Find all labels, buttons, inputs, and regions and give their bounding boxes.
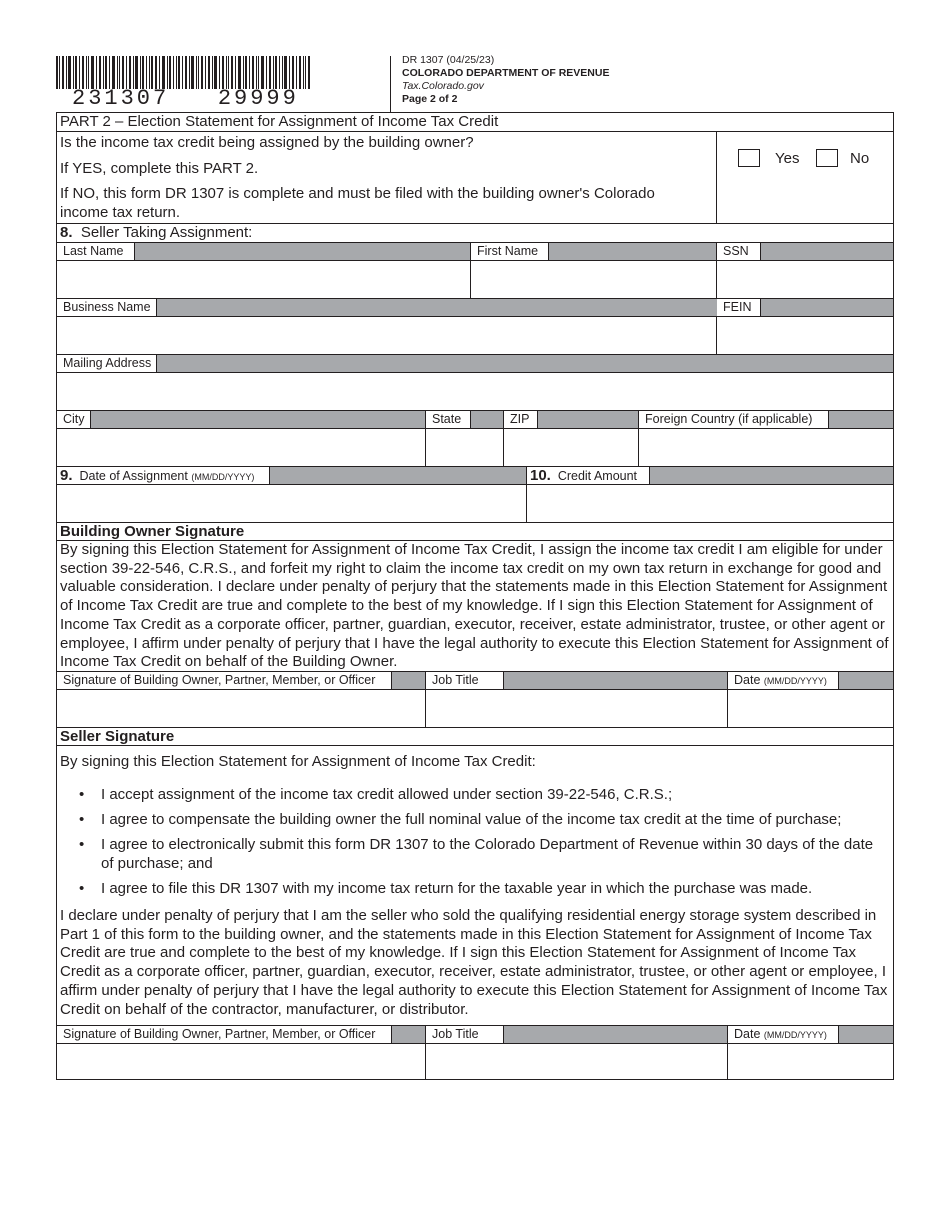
yes-label: Yes: [775, 150, 800, 167]
label-bar: [57, 355, 893, 372]
first-name-input[interactable]: [471, 261, 716, 298]
label-bar: [57, 299, 893, 316]
no-label: No: [850, 150, 870, 167]
fein-input[interactable]: [717, 317, 893, 354]
page-number: Page 2 of 2: [402, 93, 458, 105]
part2-question: Is the income tax credit being assigned by the building owner?: [60, 134, 474, 151]
owner-job-title-input[interactable]: [426, 690, 727, 727]
owner-date-label: Date (MM/DD/YYYY): [728, 672, 839, 689]
first-name-label: First Name: [471, 243, 549, 260]
ssn-label: SSN: [717, 243, 761, 260]
city-label: City: [57, 411, 91, 428]
foreign-country-label: Foreign Country (if applicable): [639, 411, 829, 428]
part2-if-yes: If YES, complete this PART 2.: [60, 160, 259, 177]
owner-signature-text: By signing this Election Statement for Assignment of Income Tax Credit, I assign the income tax credit I am eligible for under section 39-22-546, C.R.S., and forfeit my right to claim the income tax credit on my own tax return in exchange for good and valuable consideration. I declare under penalty of perjury that the statements made in this Election Statement for Assignment of Income Tax Credit are true and complete to the best of my knowledge. If I sign this Election Statement for Assignment of Income Tax Credit as a corporate officer, partner, guardian, executor, receiver, estate administrator, trustee, or other agent or employee, I affirm under penalty of perjury that I have the legal authority to execute this Election Statement for Assignment of Income Tax Credit on behalf of the Building Owner.: [60, 541, 889, 671]
website: Tax.Colorado.gov: [402, 80, 484, 92]
divider: [57, 131, 893, 132]
date-of-assignment-input[interactable]: [57, 485, 526, 522]
department-name: COLORADO DEPARTMENT OF REVENUE: [402, 67, 610, 79]
divider: [716, 131, 717, 223]
part2-title: PART 2 – Election Statement for Assignment of Income Tax Credit: [60, 113, 499, 130]
seller-signature-title: Seller Signature: [60, 728, 175, 745]
seller-signature-label: Signature of Building Owner, Partner, Member, or Officer: [57, 1026, 392, 1043]
yes-checkbox[interactable]: [738, 149, 760, 167]
business-name-input[interactable]: [57, 317, 716, 354]
divider: [57, 727, 893, 728]
seller-declaration-text: I declare under penalty of perjury that I am the seller who sold the qualifying residential energy storage system described in Part 1 of this form to the building owner, and the statements made in this Election Statement for Assignment of Income Tax Credit are true and complete to the best of my knowledge. If I sign this Election Statement for Assignment of Income Tax Credit as a corporate officer, partner, guardian, executor, receiver, estate administrator, trustee, or other agent or employee, I affirm under penalty of perjury that I have the legal authority to execute this Election Statement for Assignment of Income Tax Credit on behalf of the contractor, manufacturer, or distributor.: [60, 907, 888, 1018]
fein-label: FEIN: [717, 299, 761, 316]
last-name-input[interactable]: [57, 261, 470, 298]
seller-date-label: Date (MM/DD/YYYY): [728, 1026, 839, 1043]
zip-input[interactable]: [504, 429, 638, 466]
ssn-input[interactable]: [717, 261, 893, 298]
owner-date-input[interactable]: [728, 690, 893, 727]
list-item: • I agree to file this DR 1307 with my income tax return for the taxable year in which the purchase was made.: [57, 879, 889, 898]
list-item: • I agree to compensate the building owner the full nominal value of the income tax credit at the time of purchase;: [57, 810, 889, 829]
date-of-assignment-label: 9. Date of Assignment (MM/DD/YYYY): [57, 467, 270, 484]
foreign-country-input[interactable]: [639, 429, 893, 466]
mailing-address-input[interactable]: [57, 373, 893, 410]
seller-signature-input[interactable]: [57, 1044, 425, 1079]
seller-job-title-label: Job Title: [426, 1026, 504, 1043]
header-divider: [390, 56, 391, 112]
seller-job-title-input[interactable]: [426, 1044, 727, 1079]
form-id: DR 1307 (04/25/23): [402, 54, 495, 66]
seller-signature-intro: By signing this Election Statement for Assignment of Income Tax Credit:: [60, 753, 536, 770]
barcode-number: 231307 29999: [72, 86, 299, 111]
city-input[interactable]: [57, 429, 425, 466]
state-label: State: [426, 411, 471, 428]
list-item: • I agree to electronically submit this form DR 1307 to the Colorado Department of Revenue within 30 days of the date of purchase; and: [57, 835, 889, 873]
last-name-label: Last Name: [57, 243, 135, 260]
credit-amount-input[interactable]: [527, 485, 893, 522]
list-item: • I accept assignment of the income tax credit allowed under section 39-22-546, C.R.S.;: [57, 785, 889, 804]
owner-signature-input[interactable]: [57, 690, 425, 727]
owner-signature-title: Building Owner Signature: [60, 523, 245, 540]
part2-if-no: If NO, this form DR 1307 is complete and must be filed with the building owner's Colorado income tax return.: [60, 185, 655, 221]
owner-signature-label: Signature of Building Owner, Partner, Member, or Officer: [57, 672, 392, 689]
barcode-image: [56, 56, 310, 89]
mailing-address-label: Mailing Address: [57, 355, 157, 372]
form-frame: [56, 112, 894, 1080]
credit-amount-label: 10. Credit Amount: [527, 467, 650, 484]
divider: [57, 745, 893, 746]
seller-section-title: 8. Seller Taking Assignment:: [60, 224, 253, 241]
business-name-label: Business Name: [57, 299, 157, 316]
seller-date-input[interactable]: [728, 1044, 893, 1079]
state-input[interactable]: [426, 429, 503, 466]
no-checkbox[interactable]: [816, 149, 838, 167]
seller-agreement-list: [57, 785, 889, 898]
zip-label: ZIP: [504, 411, 538, 428]
owner-job-title-label: Job Title: [426, 672, 504, 689]
